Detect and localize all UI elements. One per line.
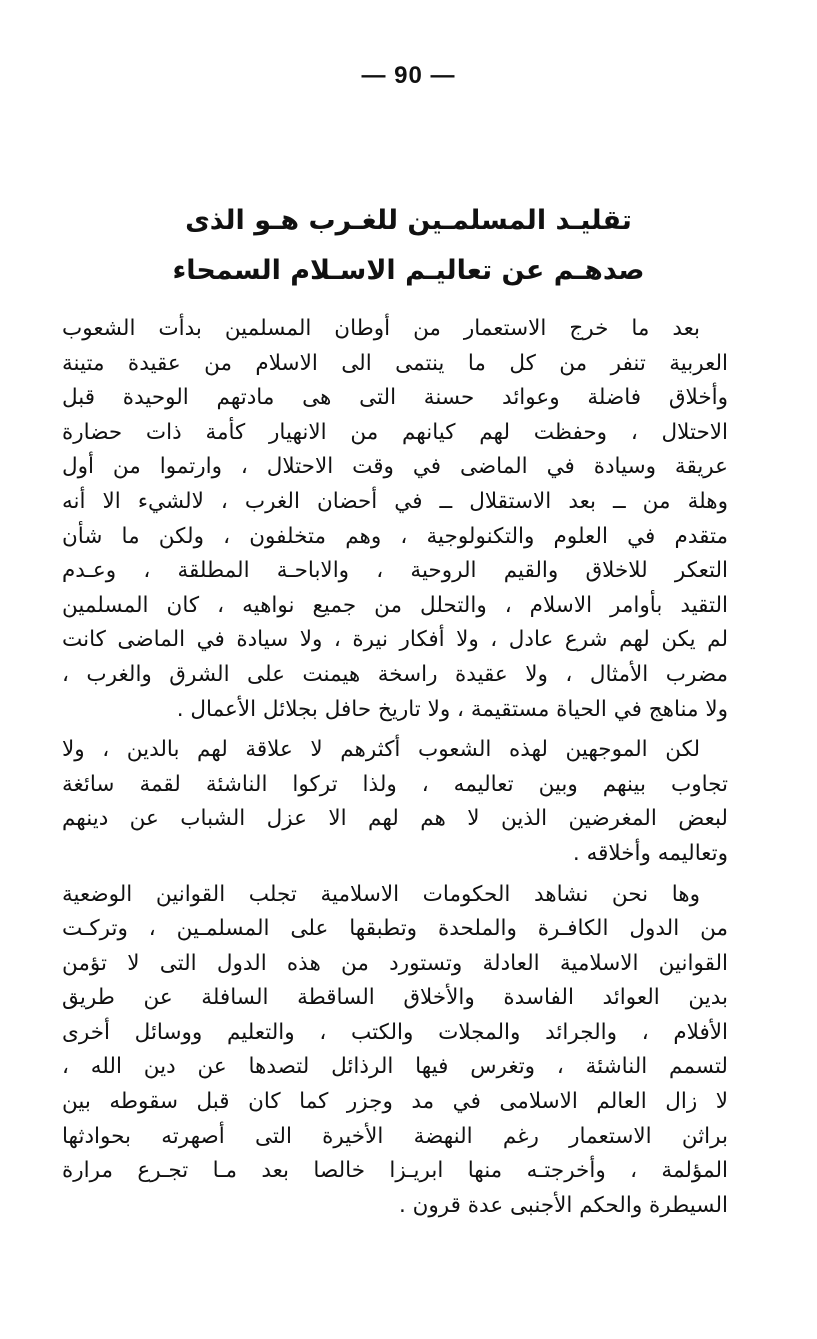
text-line: المؤلمة ، وأخرجتـه منها ابريـزا خالصا بعد مـا تجـرع مرارة bbox=[62, 1158, 728, 1184]
text-line: عريقة وسيادة في الماضى في وقت الاحتلال ، وارتموا من أول bbox=[62, 454, 728, 480]
text-line: وتعاليمه وأخلاقه . bbox=[572, 840, 728, 866]
text-line: بعد ما خرج الاستعمار من أوطان المسلمين بدأت الشعوب bbox=[62, 316, 700, 341]
text-line: لكن الموجهين لهذه الشعوب أكثرهم لا علاقة لهم بالدين ، ولا bbox=[62, 737, 700, 763]
section-title bbox=[100, 196, 717, 296]
text-line: من الدول الكافـرة والملحدة وتطبقها على المسلمـين ، وتركـت bbox=[62, 916, 728, 942]
text-line: لتسمم الناشئة ، وتغرس فيها الرذائل لتصدها عن دين الله ، bbox=[62, 1054, 728, 1080]
text-line: لبعض المغرضين الذين لا هم لهم الا عزل الشباب عن دينهم bbox=[62, 806, 728, 832]
text-line: السيطرة والحكم الأجنبى عدة قرون . bbox=[398, 1192, 728, 1218]
title-line: صدهـم عن تعاليـم الاسـلام السمحاء bbox=[172, 255, 645, 286]
text-line: بدين العوائد الفاسدة والأخلاق الساقطة السافلة عن طريق bbox=[62, 985, 728, 1011]
paragraph-2 bbox=[62, 733, 728, 871]
text-line: التقيد بأوامر الاسلام ، والتحلل من جميع نواهيه ، كان المسلمين bbox=[62, 592, 728, 618]
text-line: وأخلاق فاضلة وعوائد حسنة التى هى مادتهم الوحيدة قبل bbox=[62, 385, 728, 411]
paragraph-3 bbox=[62, 878, 728, 1224]
body-text bbox=[62, 312, 728, 1229]
text-line: التعكر للاخلاق والقيم الروحية ، والاباحـة المطلقة ، وعـدم bbox=[62, 558, 728, 584]
title-line: تقليـد المسلمـين للغـرب هـو الذى bbox=[185, 205, 632, 236]
text-line: وها نحن نشاهد الحكومات الاسلامية تجلب القوانين الوضعية bbox=[62, 881, 700, 907]
text-line: براثن الاستعمار رغم النهضة الأخيرة التى أصهرته بحوادثها bbox=[62, 1123, 728, 1149]
text-line: مضرب الأمثال ، ولا عقيدة راسخة هيمنت على الشرق والغرب ، bbox=[62, 661, 728, 687]
text-line: ولا مناهج في الحياة مستقيمة ، ولا تاريخ حافل بجلائل الأعمال . bbox=[176, 696, 728, 722]
text-line: القوانين الاسلامية العادلة وتستورد من هذه الدول التى لا تؤمن bbox=[62, 950, 728, 976]
text-line: العربية تنفر من كل ما ينتمى الى الاسلام من عقيدة متينة bbox=[62, 350, 728, 376]
text-line: لم يكن لهم شرع عادل ، ولا أفكار نيرة ، ولا سيادة في الماضى كانت bbox=[62, 627, 728, 653]
text-line: الأفلام ، والجرائد والمجلات والكتب ، والتعليم ووسائل أخرى bbox=[62, 1019, 728, 1045]
text-line: الاحتلال ، وحفظت لهم كيانهم من الانهيار كأمة ذات حضارة bbox=[62, 419, 728, 445]
page-number: — 90 — bbox=[361, 62, 456, 89]
paragraph-1 bbox=[62, 312, 728, 727]
text-line: وهلة من ــ بعد الاستقلال ــ في أحضان الغرب ، لالشيء الا أنه bbox=[62, 488, 728, 514]
text-line: لا زال العالم الاسلامى في مد وجزر كما كان قبل سقوطه بين bbox=[62, 1089, 728, 1115]
text-line: متقدم في العلوم والتكنولوجية ، وهم متخلفون ، ولكن ما شأن bbox=[62, 523, 728, 549]
text-line: تجاوب بينهم وبين تعاليمه ، ولذا تركوا الناشئة لقمة سائغة bbox=[62, 771, 728, 797]
